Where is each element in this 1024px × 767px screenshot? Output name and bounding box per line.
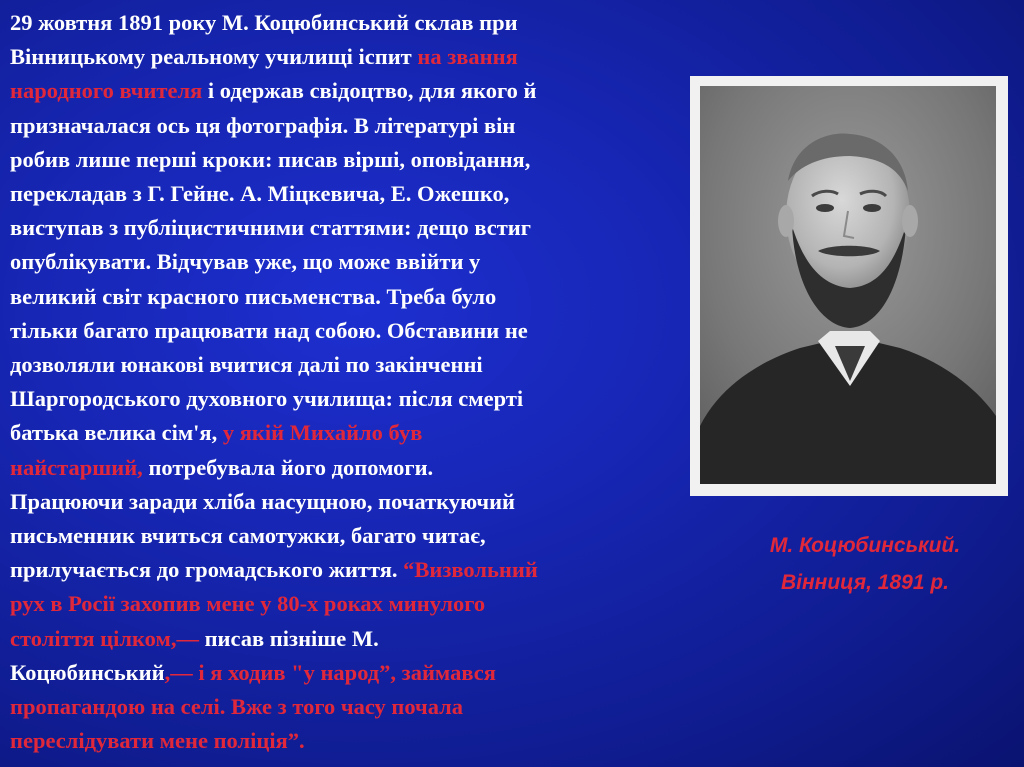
text-line: Шаргородського духовного училища: після смерті bbox=[10, 386, 524, 412]
text-line: виступав з публіцистичними статтями: дещо встиг bbox=[10, 215, 531, 241]
text-segment: Вінницькому реальному училищі іспит bbox=[10, 44, 418, 70]
text-line bbox=[10, 40, 686, 74]
highlight-text: на звання bbox=[417, 44, 518, 70]
text-line: Працюючи заради хліба насущною, початкуючий bbox=[10, 488, 516, 514]
portrait-photo-image bbox=[700, 86, 996, 484]
text-line: 29 жовтня 1891 року М. Коцюбинський склав при bbox=[10, 10, 518, 35]
highlight-text: у якій Михайло був bbox=[222, 420, 423, 446]
text-line: перекладав з Г. Гейне. А. Міцкевича, Е. Ожешко, bbox=[10, 181, 510, 207]
text-segment: і одержав свідоцтво, для якого й bbox=[202, 78, 537, 104]
text-line: дозволяли юнакові вчитися далі по закінченні bbox=[10, 352, 483, 378]
text-segment: батька велика сім'я, bbox=[10, 420, 223, 446]
text-line bbox=[10, 553, 686, 587]
highlight-text: “Визвольний bbox=[403, 557, 538, 583]
text-segment: потребувала його допомоги. bbox=[142, 454, 434, 480]
text-line: опублікувати. Відчував уже, що може ввійти у bbox=[10, 249, 481, 275]
caption-line: М. Коцюбинський. bbox=[769, 534, 961, 557]
highlight-text: народного вчителя bbox=[10, 78, 203, 104]
text-line bbox=[10, 451, 686, 485]
text-segment: Коцюбинський bbox=[10, 659, 165, 685]
text-line: переслідувати мене поліція”. bbox=[10, 728, 305, 754]
highlight-text: століття цілком,— bbox=[10, 625, 199, 651]
portrait-photo-frame bbox=[690, 76, 1008, 496]
text-line: робив лише перші кроки: писав вірші, оповідання, bbox=[10, 146, 531, 172]
text-line: письменник вчиться самотужки, багато читає, bbox=[10, 523, 486, 549]
text-line: рух в Росії захопив мене у 80-х роках минулого bbox=[10, 591, 486, 617]
portrait-photo bbox=[700, 86, 996, 484]
text-line: призначалася ось ця фотографія. В літературі він bbox=[10, 112, 516, 138]
text-line bbox=[10, 656, 686, 690]
caption-line: Вінниця, 1891 р. bbox=[780, 571, 949, 594]
text-line: пропагандою на селі. Вже з того часу почала bbox=[10, 694, 464, 720]
text-line: тільки багато працювати над собою. Обставини не bbox=[10, 317, 528, 343]
text-segment: прилучається до громадського життя. bbox=[10, 557, 404, 583]
text-line: великий світ красного письменства. Треба було bbox=[10, 283, 497, 309]
highlight-text: найстарший, bbox=[10, 454, 143, 480]
text-line bbox=[10, 74, 686, 108]
text-segment: писав пізніше М. bbox=[198, 625, 379, 651]
body-text bbox=[10, 6, 686, 758]
highlight-text: ,— і я ходив "у народ”, займався bbox=[164, 659, 496, 685]
photo-caption bbox=[700, 527, 1024, 601]
text-line bbox=[10, 416, 686, 450]
text-line bbox=[10, 622, 686, 656]
